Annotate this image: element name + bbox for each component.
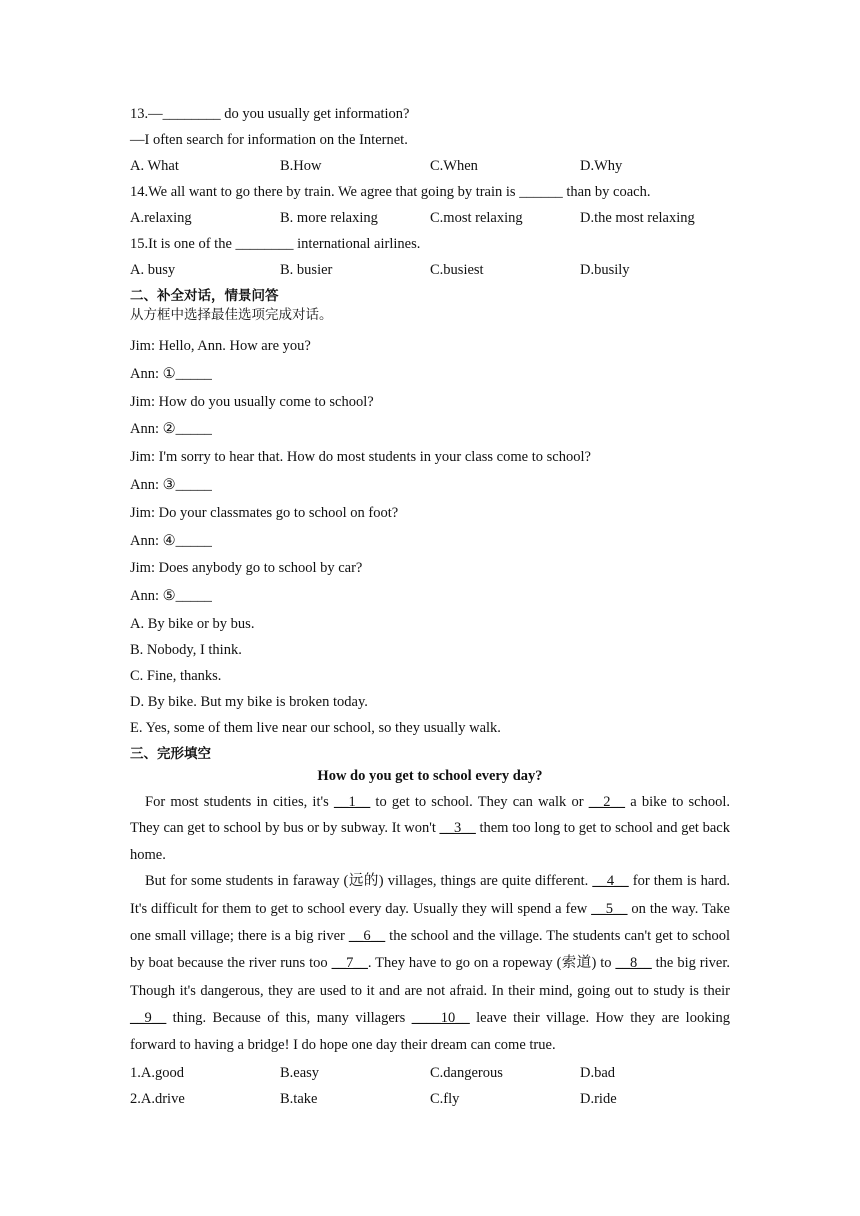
dialogue-line: Jim: Does anybody go to school by car? [130, 560, 363, 577]
option-b: B.easy [280, 1064, 320, 1081]
dialogue-line: Ann: ⑤_____ [130, 588, 212, 605]
dialogue-line: Jim: I'm sorry to hear that. How do most students in your class come to school? [130, 449, 591, 466]
dialogue-line: Ann: ④_____ [130, 532, 212, 549]
dialogue [130, 333, 730, 611]
choice-d: D. By bike. But my bike is broken today. [130, 693, 368, 710]
blank-6: __6__ [348, 928, 386, 945]
option-b: B. more relaxing [280, 210, 378, 226]
option-c: C.busiest [430, 262, 484, 278]
question-13-answer: —I often search for information on the Internet. [130, 132, 408, 148]
question-13-options [130, 153, 730, 179]
question-14-stem: 14.We all want to go there by train. We agree that going by train is ______ than by coach. [130, 184, 651, 200]
blank-3: __3__ [439, 820, 476, 837]
choice-b: B. Nobody, I think. [130, 641, 242, 658]
cloze-question-1-options [130, 1060, 730, 1086]
dialogue-line: Ann: ②_____ [130, 421, 212, 438]
option-a: A.relaxing [130, 210, 192, 226]
option-b: B.take [280, 1090, 318, 1107]
section-2-heading: 二、补全对话，情景问答 [130, 288, 279, 304]
passage-title: How do you get to school every day? [317, 767, 543, 784]
option-c: C.most relaxing [430, 210, 523, 226]
option-d: D.bad [580, 1064, 616, 1081]
option-a: A. What [130, 158, 179, 174]
option-d: D.the most relaxing [580, 210, 695, 226]
blank-5: __5__ [591, 900, 628, 917]
option-a: 2.A.drive [130, 1090, 185, 1107]
blank-2: __2__ [588, 793, 626, 810]
choice-a: A. By bike or by bus. [130, 615, 255, 632]
dialogue-choices [130, 611, 730, 741]
blank-9: __9__ [130, 1009, 167, 1026]
option-a: A. busy [130, 262, 176, 278]
option-a: 1.A.good [130, 1064, 184, 1081]
dialogue-line: Jim: How do you usually come to school? [130, 393, 374, 410]
option-c: C.dangerous [430, 1064, 503, 1081]
option-b: B.How [280, 158, 322, 174]
worksheet-page [130, 101, 730, 1112]
dialogue-line: Jim: Hello, Ann. How are you? [130, 338, 311, 354]
blank-1: __1__ [333, 793, 371, 810]
option-c: C.When [430, 158, 478, 174]
blank-7: __7__ [331, 955, 368, 972]
choice-e: E. Yes, some of them live near our school, so they usually walk. [130, 719, 501, 736]
question-14-options [130, 205, 730, 231]
option-b: B. busier [280, 262, 333, 278]
blank-8: __8__ [615, 955, 652, 972]
passage-paragraph-2: But for some students in faraway (远的) villages, things are quite different. __4__ for them is hard. It's difficult for them to get to school every day. Usually they will spend a few __5__ on the way. Take one small village; there is a big river __6__ the school and the village. The students can't get to school by boat because the river runs too __7__. They have to go on a ropeway (索道) to __8__ the big river. Though it's dangerous, they are used to it and are not afraid. In their mind, going out to study is their __9__ thing. Because of this, many villagers ____10__ leave their village. How they are looking forward to having a bridge! I do hope one day their dream can come true. [130, 873, 730, 1054]
section-3-heading: 三、完形填空 [130, 745, 211, 762]
section-2-instruction: 从方框中选择最佳选项完成对话。 [130, 307, 333, 323]
option-c: C.fly [430, 1090, 460, 1107]
blank-10: ____10__ [411, 1009, 470, 1026]
dialogue-line: Jim: Do your classmates go to school on foot? [130, 504, 399, 521]
option-d: D.Why [580, 158, 623, 174]
dialogue-line: Ann: ③_____ [130, 476, 212, 493]
blank-4: __4__ [592, 873, 629, 890]
question-15-options [130, 257, 730, 283]
question-15-stem: 15.It is one of the ________ international airlines. [130, 236, 421, 252]
passage-paragraph-1: For most students in cities, it's __1__ to get to school. They can walk or __2__ a bike to school. They can get to school by bus or by subway. It won't __3__ them too long to get to school and get back home. [130, 793, 731, 863]
option-d: D.busily [580, 262, 630, 278]
question-13-stem: 13.—________ do you usually get information? [130, 106, 410, 122]
dialogue-line: Ann: ①_____ [130, 365, 212, 382]
cloze-question-2-options [130, 1086, 730, 1112]
option-d: D.ride [580, 1090, 617, 1107]
choice-c: C. Fine, thanks. [130, 667, 222, 684]
